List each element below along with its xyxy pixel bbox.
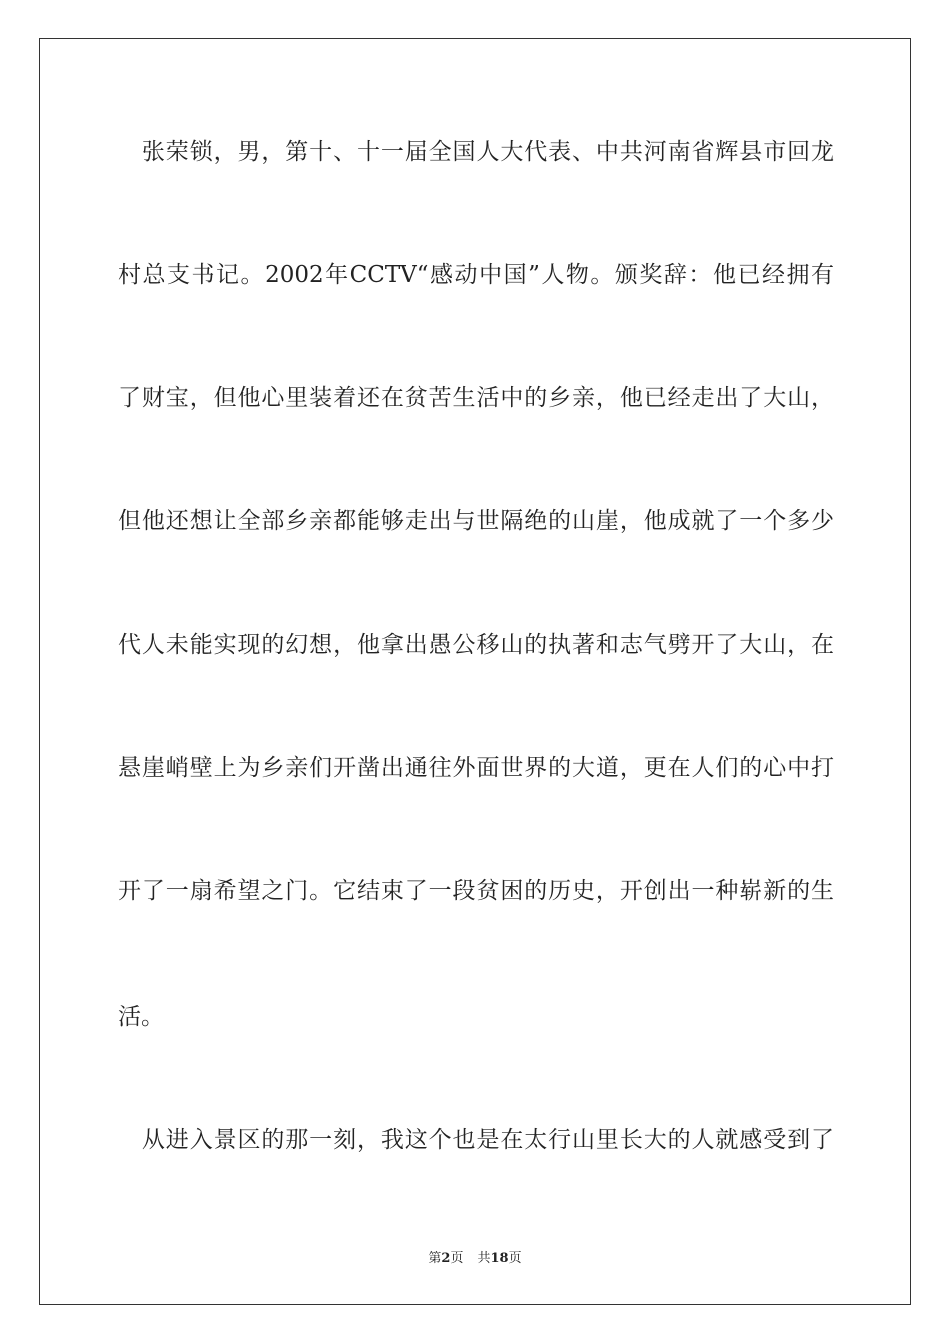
footer-page-suffix: 页 (450, 1251, 464, 1266)
paragraph-2-line-1: 从进入景区的那一刻，我这个也是在太行山里长大的人就感受到了 (118, 1127, 834, 1153)
footer-total-pages: 18 (490, 1251, 509, 1266)
paragraph-1-line-7: 开了一扇希望之门。它结束了一段贫困的历史，开创出一种崭新的生 (118, 878, 834, 904)
page-border (39, 38, 911, 1305)
paragraph-1-line-5: 代人未能实现的幻想，他拿出愚公移山的执著和志气劈开了大山，在 (118, 632, 834, 658)
paragraph-1-line-8: 活。 (118, 1004, 164, 1030)
paragraph-1-line-1: 张荣锁，男，第十、十一届全国人大代表、中共河南省辉县市回龙 (118, 139, 834, 165)
paragraph-1-line-4: 但他还想让全部乡亲都能够走出与世隔绝的山崖，他成就了一个多少 (118, 508, 834, 534)
footer-page-prefix: 第 (428, 1251, 442, 1266)
footer-total-suffix: 页 (508, 1251, 522, 1266)
paragraph-1-line-6: 悬崖峭壁上为乡亲们开凿出通往外面世界的大道，更在人们的心中打 (118, 755, 834, 781)
paragraph-1-line-3: 了财宝，但他心里装着还在贫苦生活中的乡亲，他已经走出了大山， (118, 385, 834, 411)
footer-page-number: 2 (441, 1251, 451, 1266)
footer-total-prefix: 共 (477, 1251, 491, 1266)
page-footer (0, 1247, 950, 1266)
paragraph-1-line-2: 村总支书记。2002年CCTV“感动中国”人物。颁奖辞：他已经拥有 (118, 262, 834, 288)
